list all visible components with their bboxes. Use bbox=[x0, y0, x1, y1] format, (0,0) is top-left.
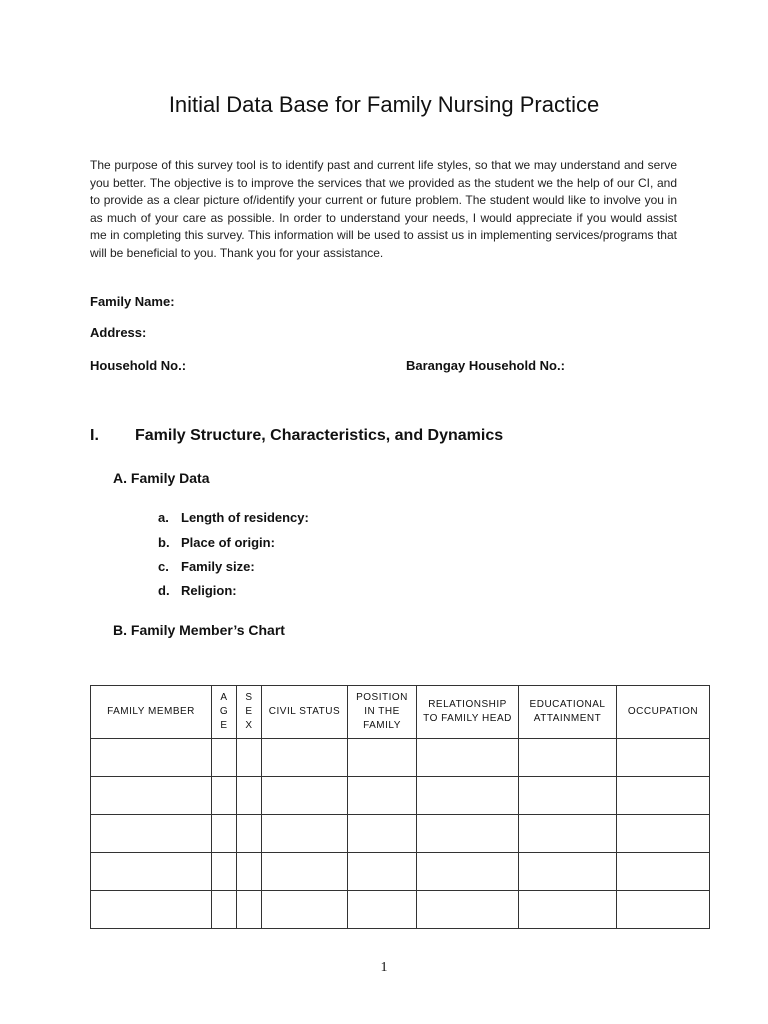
header-line: POSITION bbox=[356, 692, 408, 703]
table-row bbox=[91, 739, 710, 777]
section-title: Family Structure, Characteristics, and Dynamics bbox=[135, 427, 504, 444]
table-row bbox=[91, 853, 710, 891]
header-line: TO FAMILY HEAD bbox=[423, 713, 512, 724]
table-cell[interactable] bbox=[617, 777, 710, 815]
table-cell[interactable] bbox=[519, 739, 617, 777]
table-header-row bbox=[91, 686, 710, 739]
table-row bbox=[91, 777, 710, 815]
table-cell[interactable] bbox=[237, 815, 262, 853]
table-cell[interactable] bbox=[617, 815, 710, 853]
table-cell[interactable] bbox=[212, 853, 237, 891]
table-cell[interactable] bbox=[91, 853, 212, 891]
col-header-relationship bbox=[417, 686, 519, 739]
table-cell[interactable] bbox=[237, 739, 262, 777]
document-title: Initial Data Base for Family Nursing Practice bbox=[168, 92, 600, 117]
sex-letter: E bbox=[245, 706, 253, 717]
table-row bbox=[91, 891, 710, 929]
header-line: FAMILY bbox=[363, 720, 401, 731]
table-cell[interactable] bbox=[212, 815, 237, 853]
table-cell[interactable] bbox=[417, 815, 519, 853]
table-cell[interactable] bbox=[417, 891, 519, 929]
table-cell[interactable] bbox=[237, 891, 262, 929]
header-line: RELATIONSHIP bbox=[428, 699, 507, 710]
table-cell[interactable] bbox=[237, 853, 262, 891]
table-cell[interactable] bbox=[417, 739, 519, 777]
table-cell[interactable] bbox=[91, 777, 212, 815]
page-number: 1 bbox=[380, 960, 388, 975]
list-letter: b. bbox=[158, 535, 170, 550]
age-letter: A bbox=[220, 692, 228, 703]
col-header-occupation: OCCUPATION bbox=[617, 686, 710, 739]
subsection-family-data: A. Family Data bbox=[113, 470, 210, 486]
age-letter: G bbox=[219, 706, 229, 717]
table-cell[interactable] bbox=[212, 891, 237, 929]
age-letter: E bbox=[220, 720, 228, 731]
address-label: Address: bbox=[90, 325, 147, 340]
table-cell[interactable] bbox=[212, 739, 237, 777]
col-header-education bbox=[519, 686, 617, 739]
purpose-paragraph: The purpose of this survey tool is to identify past and current life styles, so that we may understand and serve you better. The objective is to improve the services that we provided as the student we the help of our CI, and to provide as a clear picture of/identify your current or future problem. The student would like to involve you in as much of your care as possible. In order to understand your needs, I would appreciate if you would assist me in completing this survey. This information will be used to assist us in implementing services/programs that will be beneficial to you. Thank you for your assistance. bbox=[90, 158, 677, 260]
subsection-family-members-chart: B. Family Member’s Chart bbox=[113, 622, 285, 638]
sex-letter: S bbox=[245, 692, 253, 703]
list-letter: d. bbox=[158, 583, 170, 598]
list-label: Family size: bbox=[181, 559, 255, 574]
list-item-length-of-residency bbox=[158, 510, 309, 525]
table-cell[interactable] bbox=[91, 739, 212, 777]
table-cell[interactable] bbox=[262, 853, 348, 891]
table-cell[interactable] bbox=[91, 815, 212, 853]
table-cell[interactable] bbox=[348, 853, 417, 891]
table-cell[interactable] bbox=[348, 777, 417, 815]
list-letter: c. bbox=[158, 559, 169, 574]
table-cell[interactable] bbox=[617, 853, 710, 891]
table-cell[interactable] bbox=[212, 777, 237, 815]
table-cell[interactable] bbox=[519, 891, 617, 929]
col-header-sex bbox=[237, 686, 262, 739]
col-header-age bbox=[212, 686, 237, 739]
table-cell[interactable] bbox=[262, 777, 348, 815]
table-cell[interactable] bbox=[262, 739, 348, 777]
family-name-label: Family Name: bbox=[90, 294, 175, 309]
table-cell[interactable] bbox=[348, 815, 417, 853]
table-cell[interactable] bbox=[519, 853, 617, 891]
table-cell[interactable] bbox=[519, 815, 617, 853]
table-cell[interactable] bbox=[91, 891, 212, 929]
barangay-household-no-label: Barangay Household No.: bbox=[406, 358, 565, 373]
table-cell[interactable] bbox=[617, 739, 710, 777]
section-number: I. bbox=[90, 427, 99, 444]
col-header-civil-status: CIVIL STATUS bbox=[262, 686, 348, 739]
table-cell[interactable] bbox=[348, 739, 417, 777]
table-cell[interactable] bbox=[262, 815, 348, 853]
table-cell[interactable] bbox=[348, 891, 417, 929]
header-line: IN THE bbox=[364, 706, 400, 717]
family-members-table bbox=[90, 685, 710, 929]
header-line: ATTAINMENT bbox=[533, 713, 602, 724]
table-cell[interactable] bbox=[237, 777, 262, 815]
list-item-family-size bbox=[158, 559, 255, 574]
list-letter: a. bbox=[158, 510, 169, 525]
list-item-place-of-origin bbox=[158, 535, 275, 550]
household-no-label: Household No.: bbox=[90, 358, 187, 373]
table-cell[interactable] bbox=[262, 891, 348, 929]
table-cell[interactable] bbox=[417, 777, 519, 815]
sex-letter: X bbox=[245, 720, 253, 731]
table-cell[interactable] bbox=[617, 891, 710, 929]
list-label: Religion: bbox=[181, 583, 237, 598]
table-cell[interactable] bbox=[417, 853, 519, 891]
table-row bbox=[91, 815, 710, 853]
header-line: EDUCATIONAL bbox=[529, 699, 606, 710]
list-item-religion bbox=[158, 583, 237, 598]
col-header-family-member: FAMILY MEMBER bbox=[91, 686, 212, 739]
col-header-position bbox=[348, 686, 417, 739]
list-label: Length of residency: bbox=[181, 510, 309, 525]
list-label: Place of origin: bbox=[181, 535, 275, 550]
table-cell[interactable] bbox=[519, 777, 617, 815]
